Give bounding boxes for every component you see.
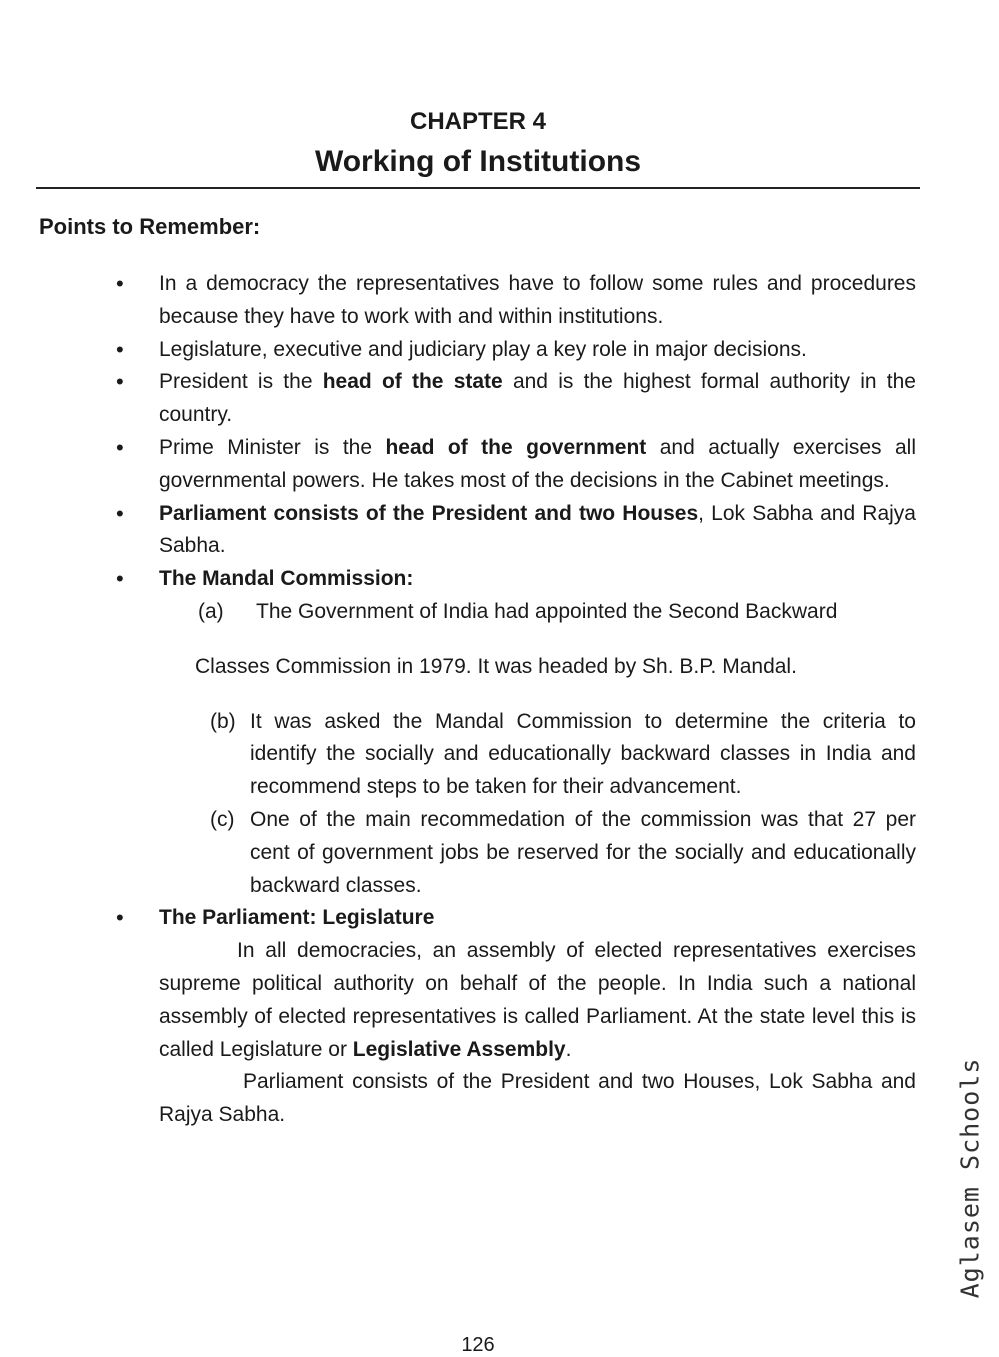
page-number: 126	[461, 1334, 495, 1356]
mandal-item-c	[112, 804, 916, 902]
chapter-title: Working of Institutions	[314, 145, 642, 178]
mandal-item-b	[112, 706, 916, 804]
paragraph-text: .	[565, 1037, 572, 1061]
bullet-point-parliament	[112, 902, 916, 935]
watermark: Aglasem Schools	[955, 1057, 985, 1299]
section-heading: Points to Remember:	[39, 214, 261, 239]
parliament-heading: The Parliament: Legislature	[159, 906, 435, 930]
bullet-text: , Lok Sabha and Rajya Sabha.	[159, 501, 916, 558]
paragraph-text: Parliament consists of the President and two Houses, Lok Sabha and Rajya Sabha.	[159, 1070, 916, 1127]
bullet-text: President is the	[159, 370, 323, 394]
bullet-text: and is the highest formal authority in the country.	[159, 370, 916, 427]
mandal-item-a	[198, 596, 916, 629]
item-label: (c)	[210, 807, 235, 831]
parliament-paragraph	[112, 1066, 916, 1132]
title-divider	[36, 187, 920, 189]
parliament-paragraph	[112, 935, 916, 1066]
paragraph-bold-text: Legislative Assembly	[352, 1037, 566, 1061]
mandal-heading: The Mandal Commission:	[159, 567, 414, 591]
item-text: It was asked the Mandal Commission to determine the criteria to identify the socially and educationally backward classes in India and recommend steps to be taken for their advancement.	[250, 709, 916, 799]
chapter-number: CHAPTER 4	[409, 108, 547, 135]
bullet-bold-text: Parliament consists of the President and two Houses	[159, 501, 699, 525]
bullet-text: Legislature, executive and judiciary play a key role in major decisions.	[159, 337, 807, 361]
item-label: (b)	[210, 709, 236, 733]
mandal-item-a-continued: Classes Commission in 1979. It was headed by Sh. B.P. Mandal.	[195, 654, 797, 678]
bullet-point	[112, 334, 916, 367]
bullet-point	[112, 498, 916, 564]
item-text: The Government of India had appointed the Second Backward	[256, 599, 838, 623]
paragraph-text: In all democracies, an assembly of elected representatives exercises supreme political authority on behalf of the people. In India such a national assembly of elected representatives is called Parliament. At the state level this is called Legislature or	[159, 939, 916, 1061]
bullet-text: Prime Minister is the	[159, 435, 386, 459]
bullet-bold-text: head of the government	[385, 435, 647, 459]
bullet-text: In a democracy the representatives have to follow some rules and procedures because they have to work with and within institutions.	[159, 272, 916, 328]
bullet-point	[112, 432, 916, 498]
bullet-bold-text: head of the state	[322, 370, 503, 394]
bullet-text: and actually exercises all governmental powers. He takes most of the decisions in the Cabinet meetings.	[159, 435, 917, 492]
bullet-point-mandal	[112, 563, 916, 596]
points-list	[112, 268, 916, 1132]
bullet-point	[112, 268, 916, 334]
item-label: (a)	[198, 599, 224, 623]
bullet-point	[112, 366, 916, 432]
item-text: One of the main recommedation of the commission was that 27 per cent of government jobs be reserved for the socially and educationally backward classes.	[250, 807, 916, 897]
